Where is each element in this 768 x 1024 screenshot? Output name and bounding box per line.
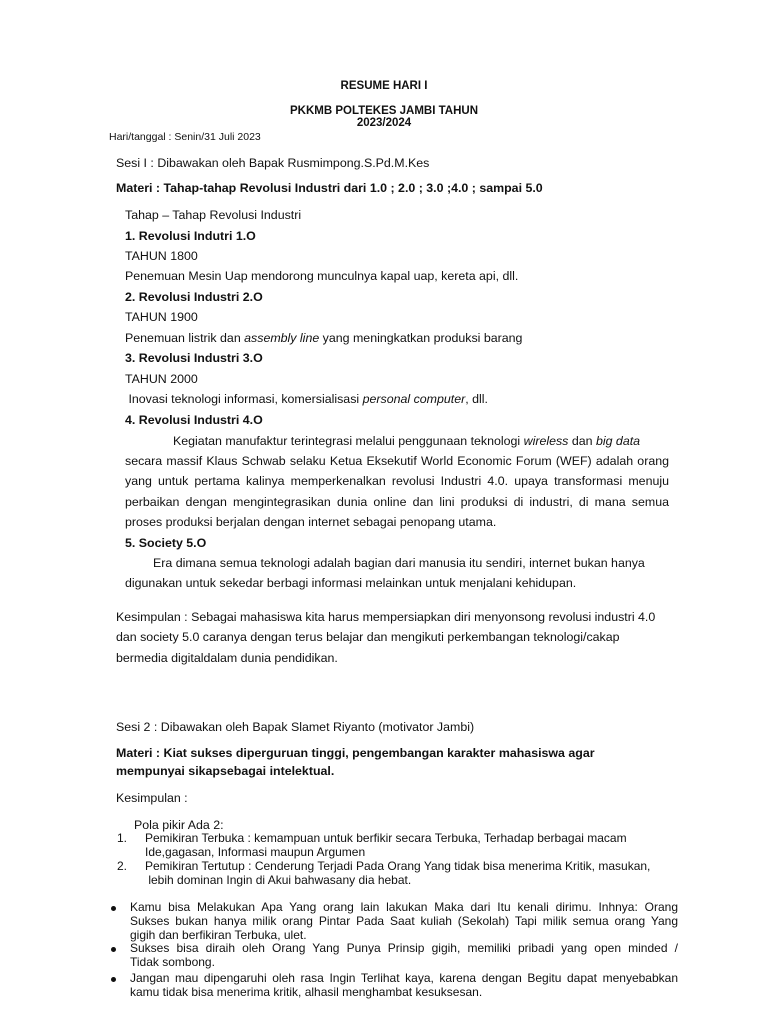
revolusi4-line3: yang untuk pertama kalinya memperkenalkan revolusi Industri 4.0. upaya transformasi menuju [125, 474, 669, 488]
pemikiran-terbuka-line2: Ide,gagasan, Informasi maupun Argumen [145, 845, 366, 859]
revolusi4-line2: secara massif Klaus Schwab selaku Ketua Eksekutif World Economic Forum (WEF) adalah orang [125, 454, 669, 468]
revolusi3-year: TAHUN 2000 [125, 372, 198, 386]
sesi2-materi-line2: mempunyai sikapsebagai intelektual. [116, 764, 335, 778]
pola-pikir-heading: Pola pikir Ada 2: [134, 818, 224, 832]
revolusi2-title: 2. Revolusi Industri 2.O [125, 290, 263, 304]
bullet-icon [111, 977, 116, 982]
revolusi4-line5: proses produksi berjalan dengan internet sebagai penopang utama. [125, 515, 497, 529]
society5-line2: digunakan untuk sekedar berbagi informasi melainkan untuk menjalani kehidupan. [125, 576, 577, 590]
revolusi1-title: 1. Revolusi Indutri 1.O [125, 229, 256, 243]
sesi1-kesimpulan-line2: dan society 5.0 caranya dengan terus belajar dan mengikuti perkembangan teknologi/cakap [116, 630, 620, 644]
revolusi3-title: 3. Revolusi Industri 3.O [125, 351, 263, 365]
sesi2-materi-line1: Materi : Kiat sukses diperguruan tinggi, pengembangan karakter mahasiswa agar [116, 746, 595, 760]
revolusi4-title: 4. Revolusi Industri 4.O [125, 413, 263, 427]
date-line: Hari/tanggal : Senin/31 Juli 2023 [109, 131, 261, 143]
sesi1-heading: Sesi I : Dibawakan oleh Bapak Rusmimpong.S.Pd.M.Kes [116, 156, 430, 170]
sesi1-subheading: Tahap – Tahap Revolusi Industri [125, 208, 302, 222]
pemikiran-terbuka-line1: Pemikiran Terbuka : kemampuan untuk berfikir secara Terbuka, Terhadap berbagai macam [145, 831, 627, 845]
bullet1-line2: Sukses bukan hanya milik orang Pintar Pada Saat kuliah (Sekolah) Tapi milik semua orang Yang [130, 914, 678, 928]
society5-line1: Era dimana semua teknologi adalah bagian dari manusia itu sendiri, internet bukan hanya [153, 556, 645, 570]
revolusi1-desc: Penemuan Mesin Uap mendorong munculnya kapal uap, kereta api, dll. [125, 269, 519, 283]
revolusi3-desc: Inovasi teknologi informasi, komersialisasi personal computer, dll. [125, 392, 488, 406]
society5-title: 5. Society 5.O [125, 536, 207, 550]
revolusi2-desc: Penemuan listrik dan assembly line yang meningkatkan produksi barang [125, 331, 523, 345]
pemikiran-tertutup-line1: Pemikiran Tertutup : Cenderung Terjadi Pada Orang Yang tidak bisa menerima Kritik, masukan, [145, 859, 651, 873]
bullet3-line2: kamu tidak bisa menerima kritik, alhasil menghambat kesuksesan. [130, 985, 483, 999]
bullet-icon [111, 906, 116, 911]
sesi1-materi: Materi : Tahap-tahap Revolusi Industri dari 1.0 ; 2.0 ; 3.0 ;4.0 ; sampai 5.0 [116, 181, 543, 195]
document-title: RESUME HARI I [340, 80, 428, 92]
bullet1-line1: Kamu bisa Melakukan Apa Yang orang lain lakukan Maka dari Itu kenali dirimu. Inhnya: Orang [130, 900, 678, 914]
bullet1-line3: gigih dan berfikiran Terbuka, ulet. [130, 928, 307, 942]
bullet2-line2: Tidak sombong. [130, 955, 215, 969]
sesi1-kesimpulan-line3: bermedia digitaldalam dunia pendidikan. [116, 651, 338, 665]
bullet-icon [111, 947, 116, 952]
bullet3-line1: Jangan mau dipengaruhi oleh rasa Ingin Terlihat kaya, karena dengan Begitu dapat menyebabkan [130, 971, 678, 985]
bullet2-line1: Sukses bisa diraih oleh Orang Yang Punya Prinsip gigih, memiliki pribadi yang open minded / [130, 941, 678, 955]
document-subtitle: PKKMB POLTEKES JAMBI TAHUN [289, 105, 479, 117]
revolusi4-line4: perbaikan dengan mengintegrasikan dunia online dan lini produksi di industri, di mana semua [125, 495, 669, 509]
list-number-1: 1. [117, 831, 128, 845]
document-year: 2023/2024 [356, 117, 412, 129]
revolusi2-year: TAHUN 1900 [125, 310, 198, 324]
revolusi1-year: TAHUN 1800 [125, 249, 198, 263]
revolusi4-line1: Kegiatan manufaktur terintegrasi melalui penggunaan teknologi wireless dan big data [173, 434, 641, 448]
list-number-2: 2. [117, 859, 128, 873]
pemikiran-tertutup-line2: lebih dominan Ingin di Akui bahwasany dia hebat. [145, 873, 412, 887]
sesi2-heading: Sesi 2 : Dibawakan oleh Bapak Slamet Riyanto (motivator Jambi) [116, 720, 475, 734]
sesi2-kesimpulan-label: Kesimpulan : [116, 791, 188, 805]
sesi1-kesimpulan-line1: Kesimpulan : Sebagai mahasiswa kita harus mempersiapkan diri menyonsong revolusi industri 4.0 [116, 610, 656, 624]
